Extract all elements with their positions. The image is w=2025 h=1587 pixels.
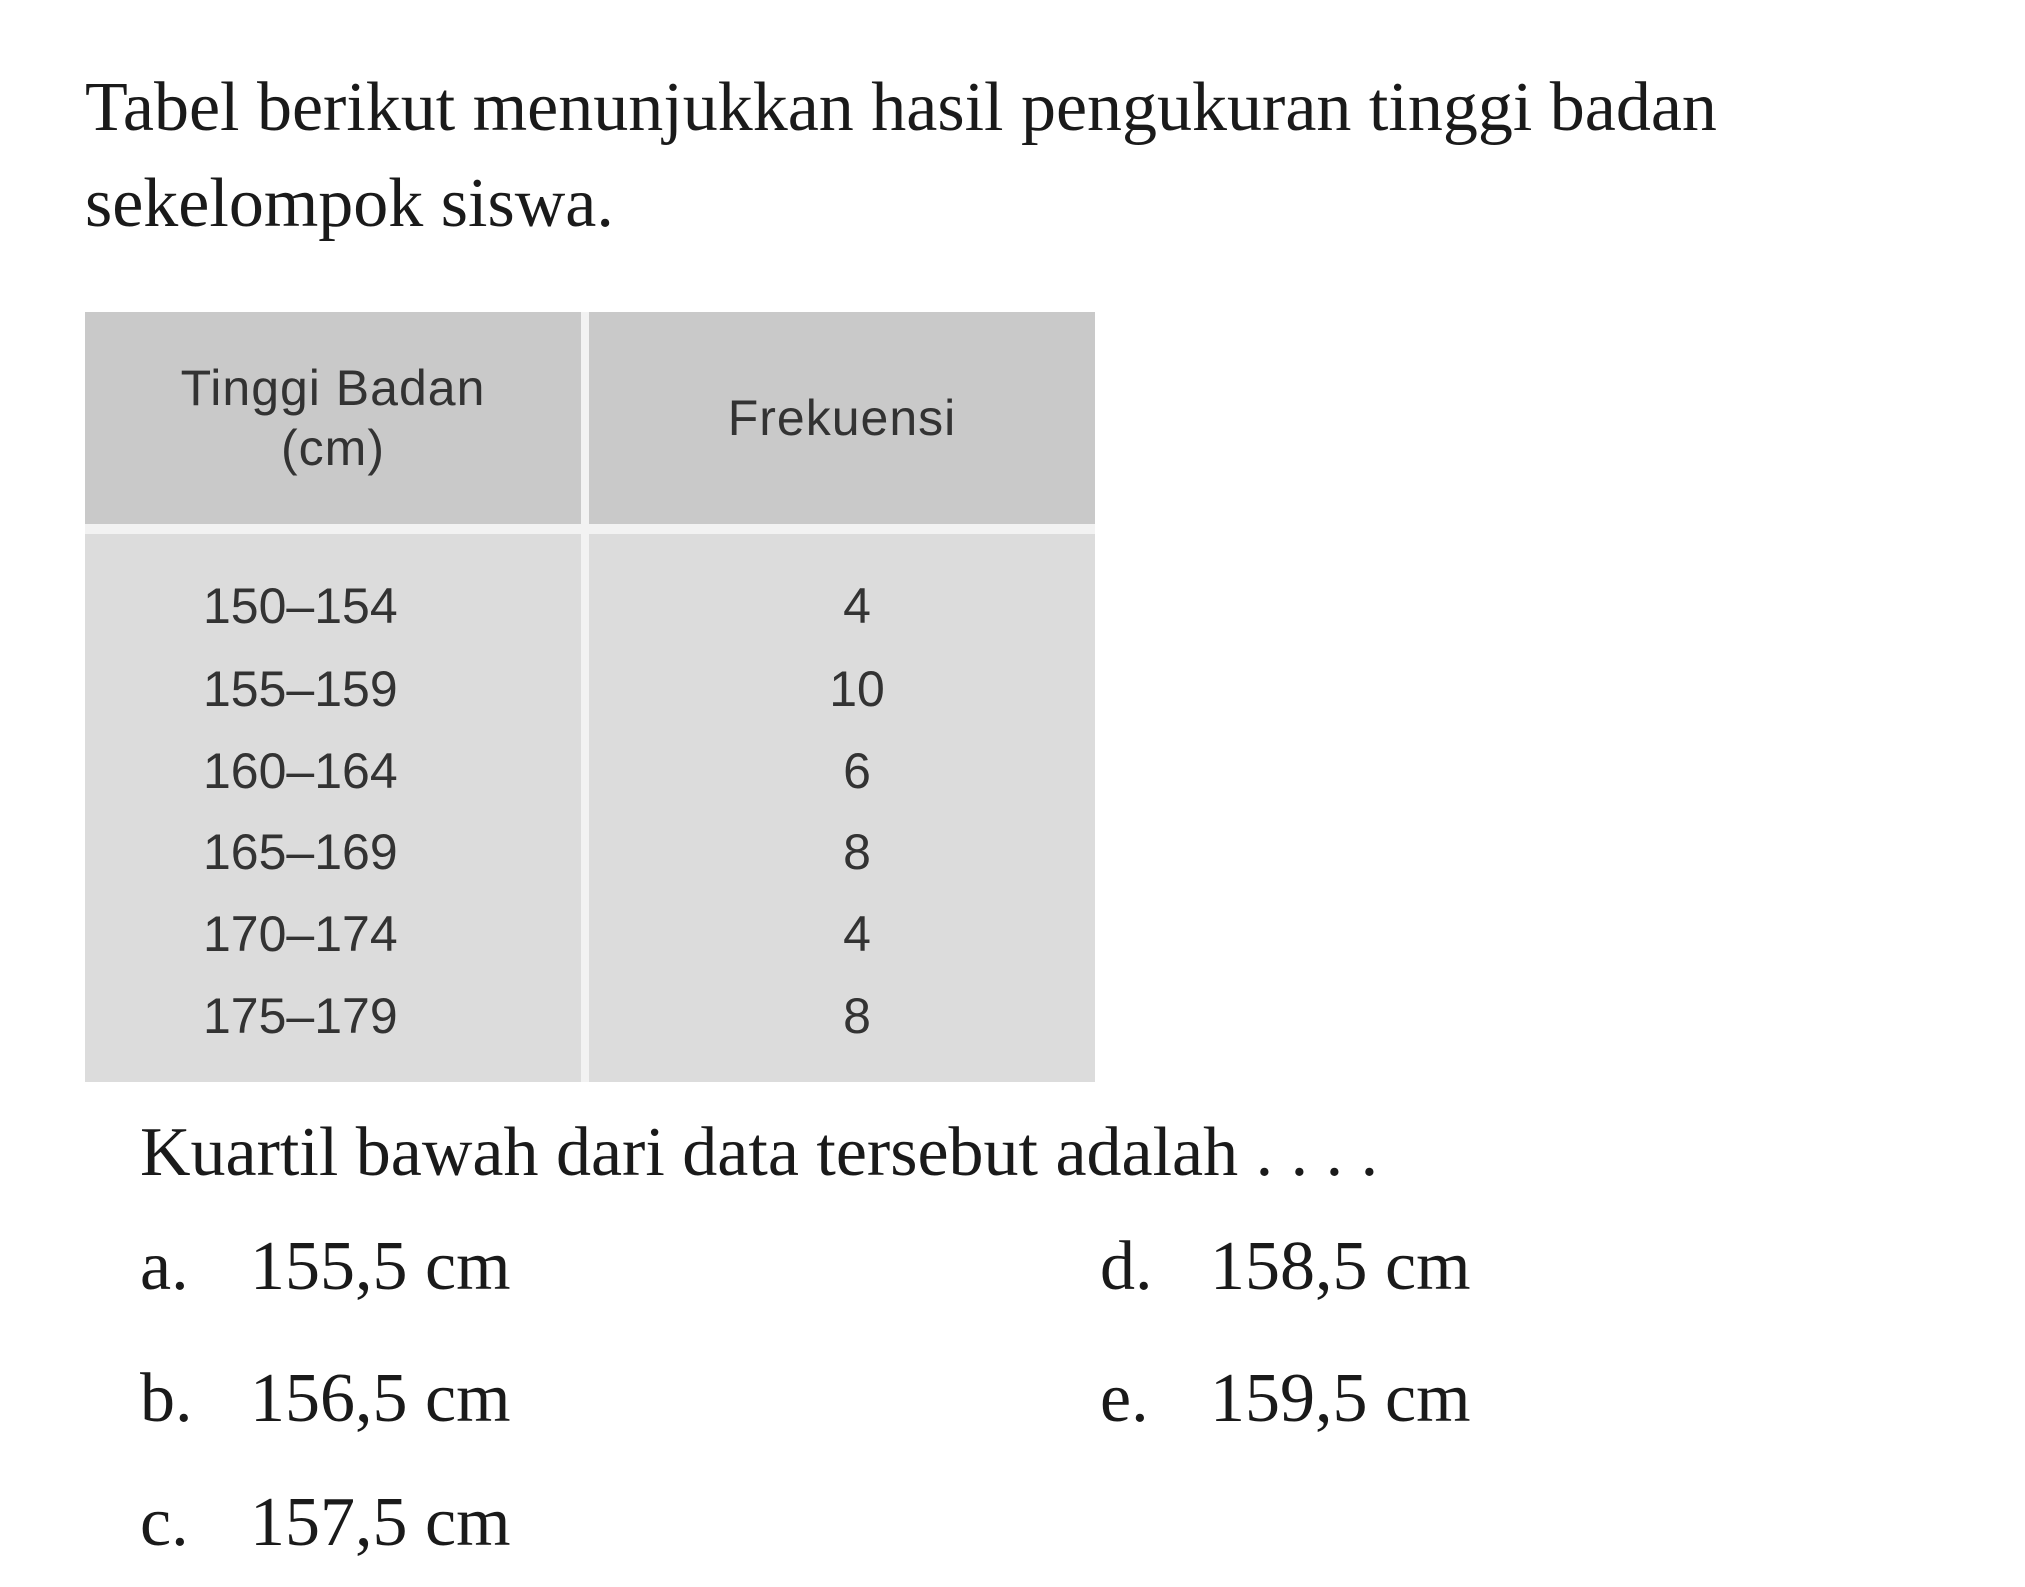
- height-range-cell: 160–164: [85, 730, 585, 812]
- table-row: [85, 730, 1095, 812]
- header-frequency: Frekuensi: [585, 312, 1095, 529]
- option-text: 158,5 cm: [1210, 1228, 1471, 1305]
- frequency-cell: 8: [843, 988, 871, 1045]
- table-row: [85, 893, 1095, 975]
- answer-option-e[interactable]: [1100, 1354, 1471, 1444]
- height-range-cell: 165–169: [85, 811, 585, 893]
- option-letter: c.: [140, 1484, 189, 1561]
- option-text: 159,5 cm: [1210, 1360, 1471, 1437]
- frequency-cell: 4: [843, 905, 871, 962]
- frequency-table-container: [85, 312, 1095, 1082]
- answer-option-c[interactable]: [140, 1478, 511, 1568]
- table-row: [85, 648, 1095, 730]
- frequency-table: [85, 312, 1095, 1082]
- frequency-cell: 4: [843, 578, 871, 635]
- option-text: 156,5 cm: [250, 1360, 511, 1437]
- table-row: [85, 529, 1095, 648]
- header-height-range: [85, 312, 585, 529]
- table-header-row: [85, 312, 1095, 529]
- header-height-range-line2: (cm): [281, 420, 385, 476]
- height-range-cell: 170–174: [85, 893, 585, 975]
- option-letter: a.: [140, 1228, 189, 1305]
- height-range-cell: 155–159: [85, 648, 585, 730]
- option-text: 155,5 cm: [250, 1228, 511, 1305]
- question-prompt-text: Kuartil bawah dari data tersebut adalah . . . .: [140, 1114, 1379, 1191]
- height-range-cell: 150–154: [85, 529, 585, 648]
- header-height-range-line1: Tinggi Badan: [180, 360, 486, 416]
- answer-option-b[interactable]: [140, 1354, 511, 1444]
- frequency-cell: 6: [843, 742, 871, 799]
- height-range-cell: 175–179: [85, 975, 585, 1082]
- table-row: [85, 975, 1095, 1082]
- option-letter: e.: [1100, 1360, 1149, 1437]
- option-letter: d.: [1100, 1228, 1153, 1305]
- frequency-cell: 8: [843, 824, 871, 881]
- option-letter: b.: [140, 1360, 193, 1437]
- answer-option-d[interactable]: [1100, 1222, 1471, 1312]
- answer-option-a[interactable]: [140, 1222, 511, 1312]
- option-text: 157,5 cm: [250, 1484, 511, 1561]
- frequency-cell: 10: [829, 660, 885, 717]
- table-row: [85, 811, 1095, 893]
- question-intro-text: Tabel berikut menunjukkan hasil pengukuran tinggi badan sekelompok siswa.: [85, 69, 1717, 242]
